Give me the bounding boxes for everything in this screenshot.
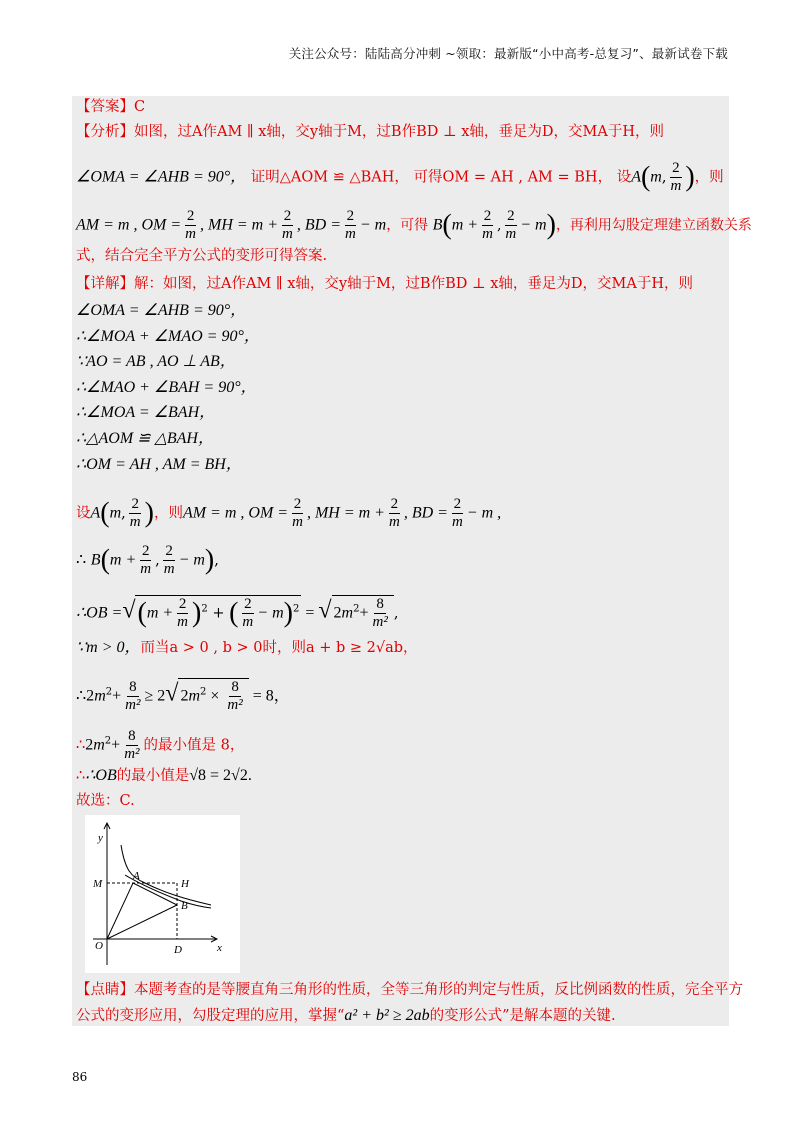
page-number: 86 [72, 1070, 88, 1084]
analysis-line-1 [76, 122, 664, 142]
detail-step-3: ∵AO = AB , AO ⊥ AB， [76, 353, 236, 370]
geometry-figure [85, 815, 240, 973]
label-O: O [95, 940, 103, 952]
detail-then: 则 [168, 505, 183, 522]
page-header: 关注公众号：陆陆高分冲刺 ~领取：最新版“小中高考-总复习”、最新试卷下载 [288, 46, 728, 61]
label-B: B [181, 900, 188, 912]
label-D: D [174, 944, 182, 956]
label-x: x [217, 942, 222, 954]
detail-text-1: 解：如图，过A作AM ∥ x轴，交y轴于M，过B作BD ⊥ x轴，垂足为D，交MA于H，则 [134, 276, 693, 292]
detail-tag: 【详解】 [76, 276, 134, 292]
comment-tag: 【点睛】 [76, 982, 134, 998]
analysis-line-4 [76, 246, 327, 266]
analysis-text-1: 如图，过A作AM ∥ x轴，交y轴于M，过B作BD ⊥ x轴，垂足为D，交MA于H，则 [134, 124, 664, 140]
detail-step-11 [76, 638, 418, 658]
detail-m-positive: ∵m > 0， [76, 639, 141, 656]
detail-step-6: ∴△AOM ≌ △BAH， [76, 430, 214, 447]
label-A: A [133, 870, 140, 882]
answer-row [76, 97, 145, 117]
detail-therefore-b: ∴ [76, 551, 87, 569]
detail-choose: 故选：C. [76, 793, 135, 809]
comment-line-2 [76, 1006, 616, 1026]
detail-step-4: ∴∠MAO + ∠BAH = 90°， [76, 379, 257, 396]
analysis-let: 设 [616, 169, 632, 186]
analysis-get: 可得OM = AH , AM = BH， [413, 169, 613, 186]
analysis-angle-eq: ∠OMA = ∠AHB = 90°， [76, 168, 247, 186]
analysis-tag: 【分析】 [76, 124, 134, 140]
detail-step-12: $\therefore 2m^2+$ $\frac{8}{\text{m²}}$ ≥ 2√ $2m^2$ × $\frac{8}{\text{m²}}$ = 8， [76, 679, 290, 713]
label-H: H [181, 878, 189, 890]
comment-text-2c: 的变形公式”是解本题的关键. [429, 1008, 616, 1024]
detail-min-value: 的最小值是 8， [143, 737, 245, 754]
label-M: M [93, 878, 103, 890]
detail-step-5: ∴∠MOA = ∠BAH， [76, 404, 216, 421]
comment-text-2a: 公式的变形应用，勾股定理的应用，掌握“ [76, 1008, 345, 1024]
detail-step-9: ∴ B(m + $\frac{2}{m}$ , $\frac{2}{m}$ − m), [76, 543, 219, 577]
comment-text-1: 本题考查的是等腰直角三角形的性质，全等三角形的判定与性质，反比例函数的性质，完全平方 [134, 982, 743, 998]
detail-step-13: $\therefore 2m^2+$ $\frac{8}{\text{m²}}$ 的最小值是 8， [76, 728, 245, 762]
analysis-line-3: AM = m , OM = $\frac{2}{m}$ , MH = m + $\frac{2}{m}$ , BD = $\frac{2}{m}$ − m，可得 B(m + $\frac{2}{m}$ , $\frac{2}{m}$ − m)，再利用勾股定理建立函数关系 [76, 208, 752, 242]
analysis-line-2: ∠OMA = ∠AHB = 90°， 证明△AOM ≌ △BAH， 可得OM = AH , AM = BH， 设A(m, $\frac{2}{m}$ )，则 [76, 160, 724, 194]
detail-amgm: 而当a > 0 , b > 0时，则a + b ≥ 2√ab， [140, 640, 418, 656]
comment-line-1 [76, 980, 743, 1000]
detail-step-1: ∠OMA = ∠AHB = 90°， [76, 302, 247, 319]
detail-step-8: 设A(m, $\frac{2}{m}$ )，则AM = m , OM = $\frac{2}{m}$ , MH = m + $\frac{2}{m}$ , BD = $\frac{2}{m}$ − m , [76, 496, 502, 530]
detail-step-2: ∴∠MOA + ∠MAO = 90°， [76, 328, 260, 345]
figure-svg [85, 815, 240, 973]
detail-step-10: ∴OB =√(m + $\frac{2}{m}$ )$^2$ + ( $\frac{2}{m}$ − m)$^2$ = √ $2m^2+$ $\frac{8}{\text{m²}}$ , [76, 596, 399, 630]
detail-let: 设 [76, 505, 91, 522]
answer-tag: 【答案】 [76, 99, 134, 115]
answer-value: C [134, 99, 146, 115]
detail-ob: ∴OB [85, 767, 117, 784]
analysis-text-4: 式，结合完全平方公式的变形可得答案. [76, 248, 328, 264]
detail-ob-min: 的最小值是 [116, 768, 190, 784]
label-y: y [98, 832, 103, 844]
analysis-prove: 证明△AOM ≌ △BAH， [250, 169, 409, 186]
detail-step-14: ∴∴OB的最小值是√8 = 2√2. [76, 767, 252, 784]
detail-step-7: ∴OM = AH , AM = BH， [76, 456, 242, 473]
segment-OB [107, 905, 177, 939]
detail-result: √8 = 2√2. [189, 767, 252, 784]
segment-OA [107, 883, 133, 939]
detail-ob-label: ∴OB = [76, 604, 123, 622]
comment-formula: a² + b² ≥ 2ab [344, 1007, 430, 1024]
detail-line-1 [76, 274, 693, 294]
